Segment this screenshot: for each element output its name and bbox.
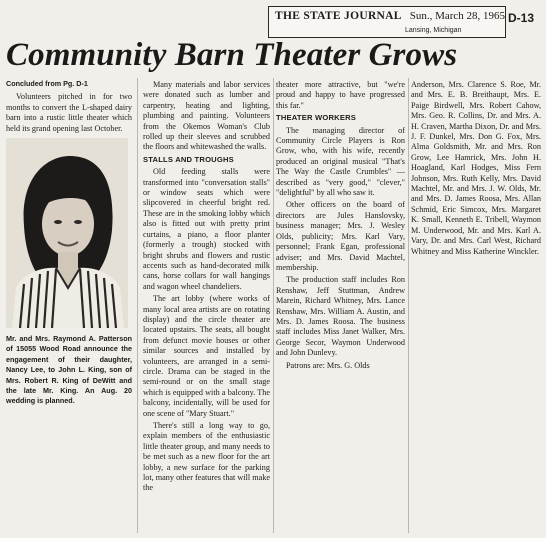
article-intro: Volunteers pitched in for two months to convert the L-shaped dairy barn into a rustic little theater which held its grand opening last October. bbox=[6, 92, 132, 133]
column-1 bbox=[6, 80, 132, 409]
photo-caption: Mr. and Mrs. Raymond A. Patterson of 15055 Wood Road announce the engagement of their daughter, Nancy Lee, to John L. King, son of Mrs. Robert R. King of DeWitt and the late Mr. King. An Aug. 20 wedding is planned. bbox=[6, 334, 132, 406]
paragraph: Many materials and labor services were donated such as lumber and carpentry, heating and lighting, plumbing and painting. Volunteers from the Okemos Woman's Club rolled up their sleeves and scrubbed the floors and whitewashed the walls. bbox=[143, 80, 270, 152]
paragraph: There's still a long way to go, explain members of the enthusiastic little theater group, and many needs to be met such as a new floor for the art lobby, a new surface for the parking lot, many other features that will make the bbox=[143, 421, 270, 493]
paragraph: Old feeding stalls were transformed into "conversation stalls" or window seats which were slipcovered in cheerful bright red. These are in the smoking lobby which also is fitted out with pretty print curtains, a piano, a floor planter (formerly a trough) stocked with bright shrubs and flowers and rustic accents such as hand-decorated milk cans, horse collars for wall hangings and wagon wheel chandeliers. bbox=[143, 167, 270, 291]
page-number: D-13 bbox=[508, 11, 535, 25]
subhead-workers: THEATER WORKERS bbox=[276, 113, 357, 123]
portrait-photo bbox=[6, 138, 128, 328]
column-3 bbox=[276, 80, 405, 373]
paragraph: Anderson, Mrs. Clarence S. Roe, Mr. and Mrs. E. B. Breithaupt, Mrs. E. Paige Birdwell, Mrs. Robert Cahow, Mrs. Geo. R. Collins, Dr. and Mrs. A. H. Craven, Martha Dixon, Dr. and Mrs. J. F. Dunkel, Mrs. Don G. Fox, Mrs. Alma Goldsmith, Mr. and Mrs. Ron Grow, Lee Hamrick, Mrs. John H. Hoagland, Karl Hodges, Miss Fern Johnson, Mrs. Ruth Kelly, Mrs. David Machtel, Mr. and Mrs. J. W. Olds, Mr. and Mrs. D. James Roosa, Mrs. Allan Schmid, Eric Simcox, Mrs. Margaret K. Small, Kenneth E. Tribell, Waymon M. Underwood, Mr. and Mrs. Karl A. Vary, Dr. and Mrs. Carl West, Richard Whitney and Miss Katherine Winckler. bbox=[411, 80, 541, 256]
newspaper-name: THE STATE JOURNAL bbox=[275, 10, 402, 22]
column-rule bbox=[137, 78, 138, 533]
continued-from-note: Concluded from Pg. D-1 bbox=[6, 79, 88, 88]
paragraph: The art lobby (where works of many local area artists are on rotating display) and the circle theater are located upstairs. The seats, all bought from defunct movie houses or other similar sources and installed by volunteers, are arranged in a semi-circle. Drama can be staged in the semi-round or on the small stage which is equipped with a balcony. The balcony, incidentally, will be used for one scene of "Mary Stuart." bbox=[143, 294, 270, 418]
paragraph: Other officers on the board of directors are Jules Hanslovsky, business manager; Mrs. J. Wesley Olds, publicity; Mrs. Karl Vary, personnel; Frank Egan, professional adviser; and Mrs. David Machtel, membership. bbox=[276, 200, 405, 272]
newspaper-location: Lansing, Michigan bbox=[405, 27, 462, 34]
masthead-box bbox=[268, 6, 506, 38]
paragraph: The managing director of Community Circle Players is Ron Grow, who, with his wife, recently produced an original musical "That's The Way the Castle Crumbles" — described as "very good," "clever," "delightful" by all who saw it. bbox=[276, 125, 405, 198]
article-headline: Community Barn Theater Grows bbox=[6, 37, 458, 73]
paragraph: The production staff includes Ron Renshaw, Jeff Stuttman, Andrew Marein, Richard Whitney, Mrs. Lance Renshaw, Mrs. William A. Austin, and Mrs. D. James Roosa. The business staff includes Miss Janet Walker, Mrs. George Secor, Waymon Underwood and John Dunlevy. bbox=[276, 275, 405, 358]
portrait-photo-icon bbox=[6, 138, 128, 328]
column-rule bbox=[408, 78, 409, 533]
subhead-stalls: STALLS AND TROUGHS bbox=[143, 154, 234, 164]
column-2 bbox=[143, 80, 270, 496]
paragraph: theater more attractive, but "we're proud and happy to have progressed this far." bbox=[276, 80, 405, 110]
masthead-line bbox=[275, 10, 505, 22]
issue-date: Sun., March 28, 1965 bbox=[409, 10, 506, 22]
column-4 bbox=[411, 80, 541, 259]
column-rule bbox=[273, 78, 274, 533]
paragraph: Patrons are: Mrs. G. Olds bbox=[286, 360, 370, 370]
